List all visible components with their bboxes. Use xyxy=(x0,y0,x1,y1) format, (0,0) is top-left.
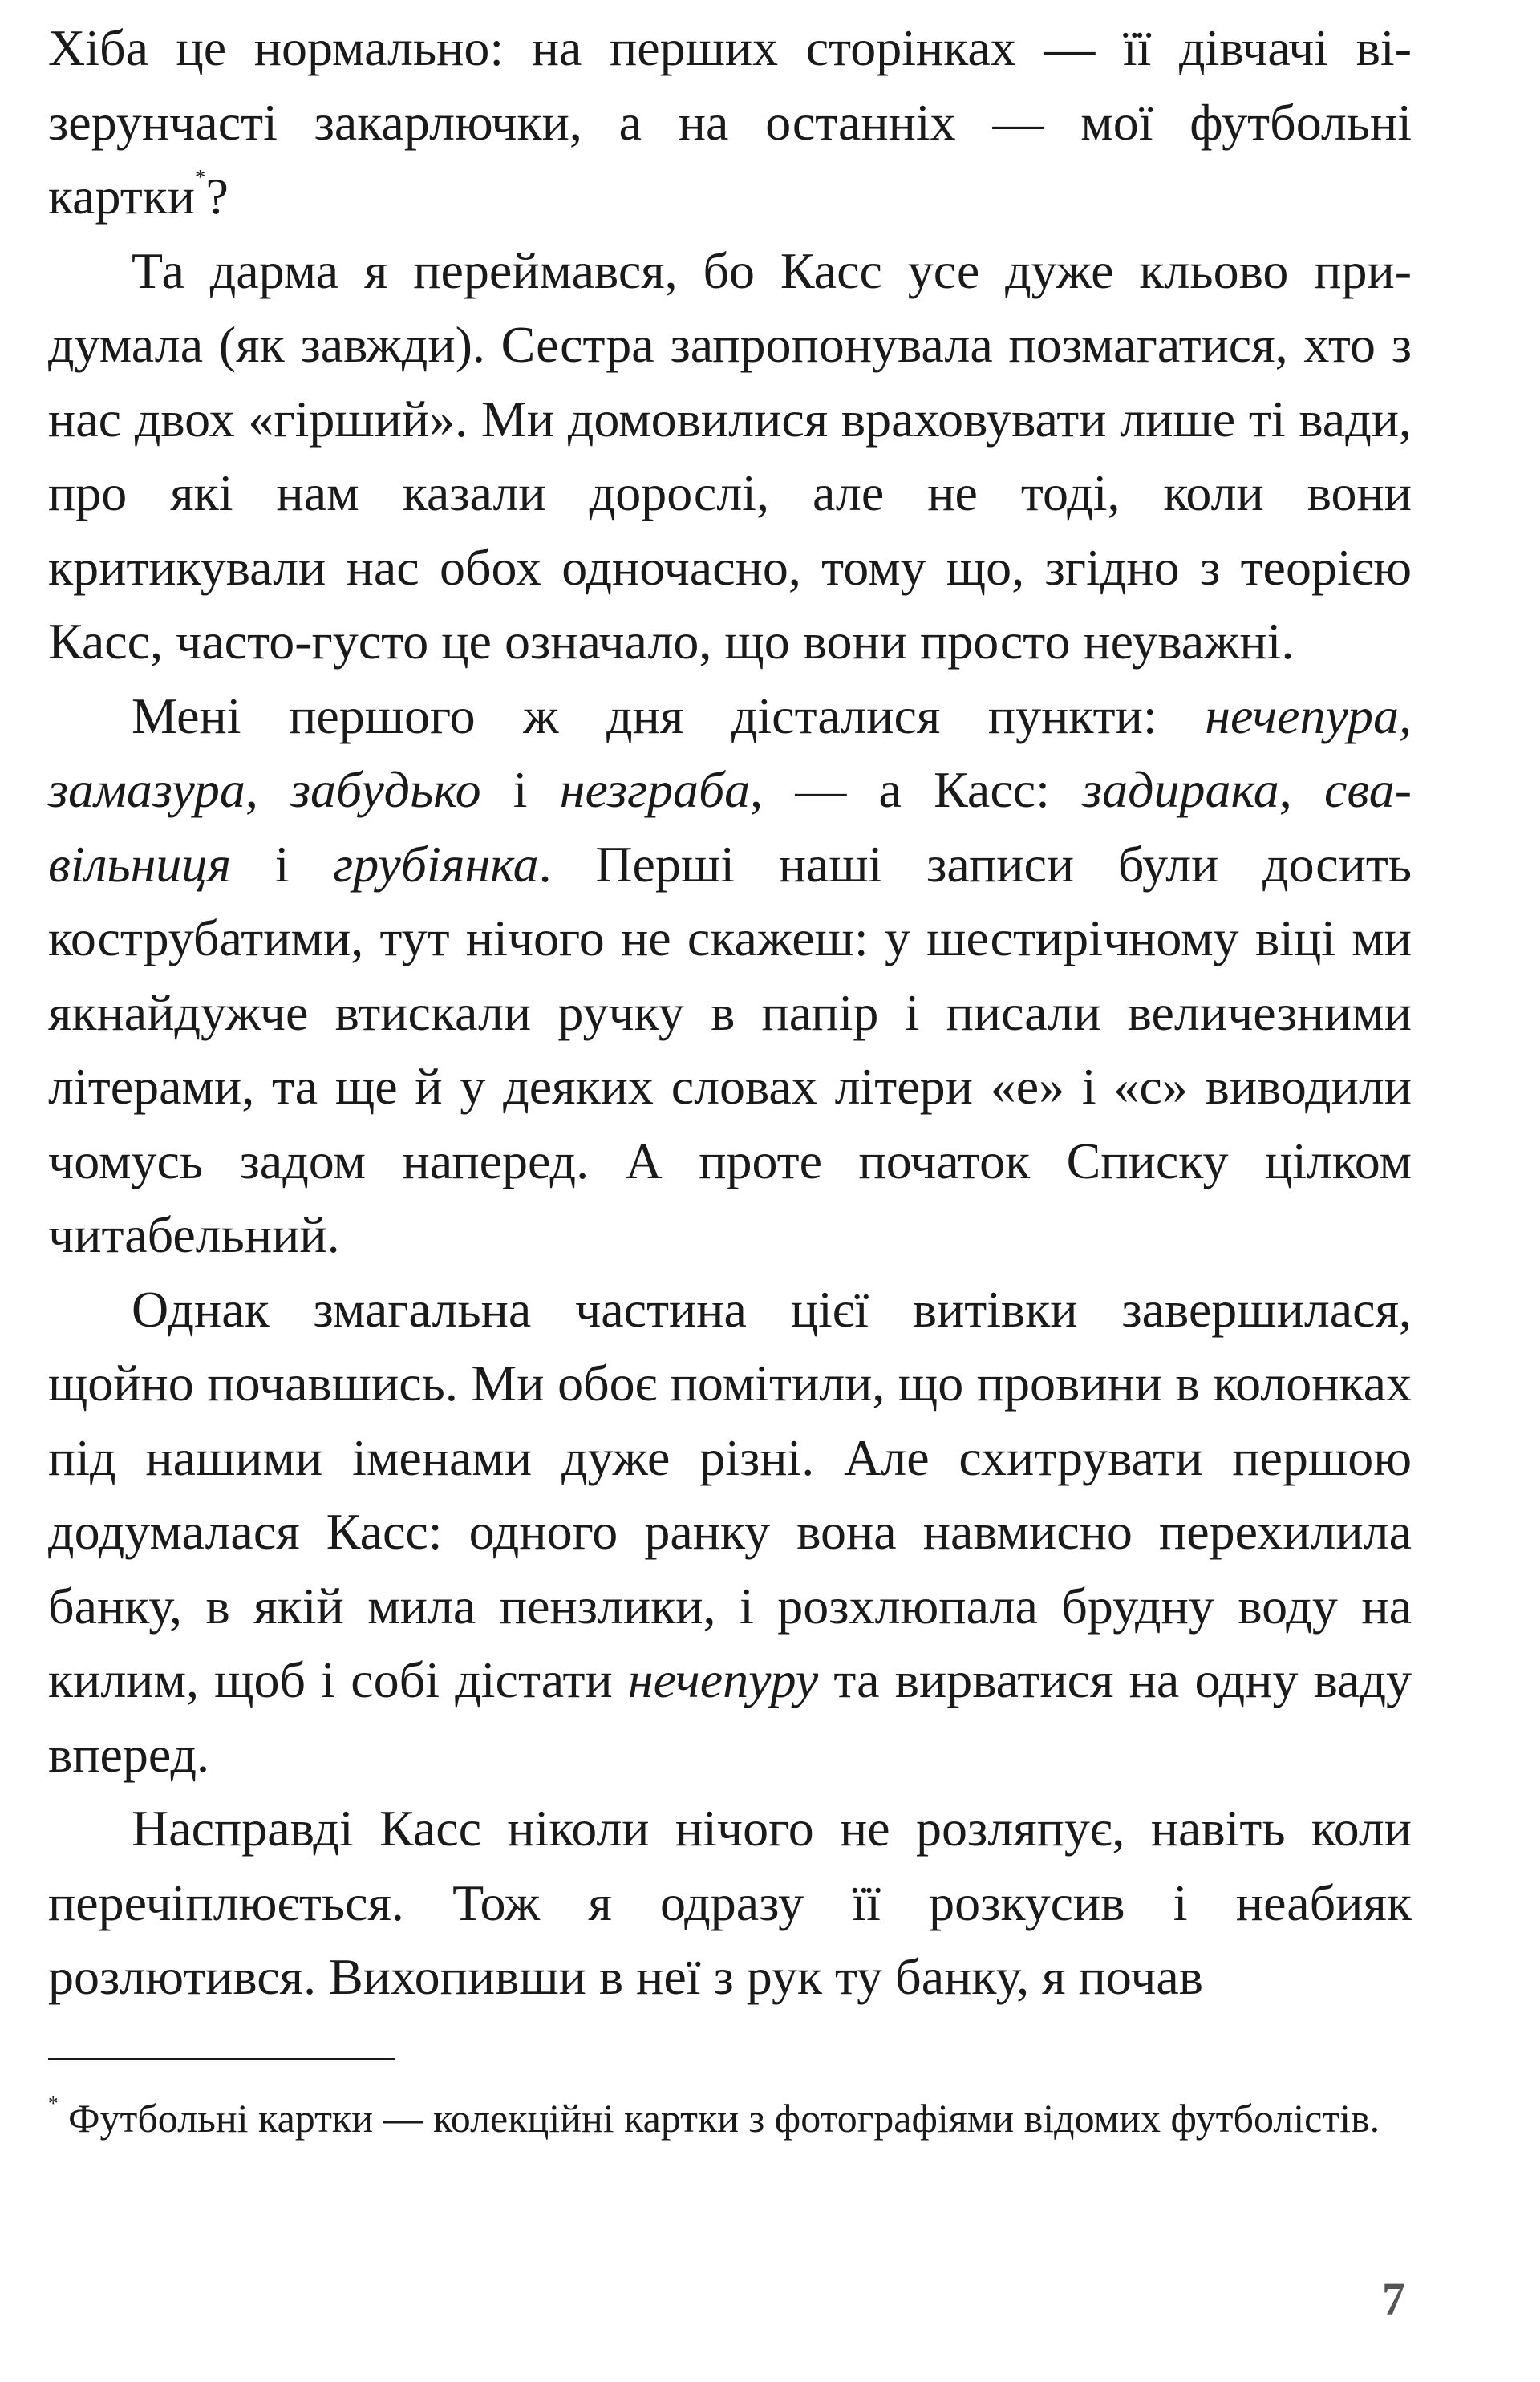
footnote xyxy=(48,2090,1412,2146)
text-run: Та дарма я переймався, бо Касс усе дуже кльово придумала (як завжди). Сестра запропонувала позмагатися, хто з нас двох «гірший». Ми домовилися враховувати лише ті вади, про які нам казали дорослі, але не тоді, коли вони критикували нас обох одночасно, тому що, згідно з теорією Касс, часто-густо це означало, що вони просто неуважні. xyxy=(48,241,1412,670)
paragraph xyxy=(48,679,1412,1273)
text-run: , xyxy=(1279,761,1324,818)
text-run: , — а Касс: xyxy=(750,761,1083,818)
paragraph xyxy=(48,11,1412,234)
book-page xyxy=(48,11,1412,2015)
paragraph xyxy=(48,234,1412,679)
footnote-divider xyxy=(48,2058,395,2060)
footnote-marker: * xyxy=(48,2092,59,2115)
italic-term: забудько xyxy=(290,761,481,818)
italic-term: нечепура, замазура xyxy=(48,687,1412,818)
italic-term: нечепуру xyxy=(627,1651,819,1708)
text-run: Мені першого ж дня дісталися пункти: xyxy=(132,687,1206,744)
text-run: та вирватися на одну ваду вперед. xyxy=(48,1651,1412,1783)
main-text xyxy=(48,11,1412,2015)
text-run: . Перші наші записи були досить кострубатими, тут нічого не скажеш: у шестирічному віці ми якнайдужче втискали ручку в папір і писали величезними літерами, та ще й у деяких словах літери «е» і «с» виводили чомусь задом наперед. А проте початок Списку цілком читабельний. xyxy=(48,835,1412,1263)
page-number: 7 xyxy=(1382,2273,1405,2325)
text-run: Хіба це нормально: на перших сторінках — її дівчачі візерунчасті закарлючки, а на останніх — мої футбольні картки xyxy=(48,19,1412,225)
italic-term: задирака xyxy=(1082,761,1279,818)
italic-term: грубіянка xyxy=(333,835,539,893)
text-run: і xyxy=(231,835,334,893)
italic-term: незграба xyxy=(559,761,751,818)
text-run: Насправді Касс ніколи нічого не розляпує, навіть коли перечіплюється. Тож я одразу її розкусив і неабияк розлютився. Вихопивши в неї з рук ту банку, я почав xyxy=(48,1800,1412,2005)
footnote-reference: * xyxy=(195,164,206,189)
text-run: Однак змагальна частина цієї витівки завершилася, щойно почавшись. Ми обоє помітили, що провини в колонках під нашими іменами дуже різні. Але схитрувати першою додумалася Касс: одного ранку вона навмисно перехилила банку, в якій мила пензлики, і розхлюпала брудну воду на килим, щоб і собі дістати xyxy=(48,1280,1412,1708)
italic-term: свавільниця xyxy=(48,761,1412,893)
text-run: і xyxy=(480,761,560,818)
text-run: ? xyxy=(205,168,229,225)
footnote-text: Футбольні картки — колекційні картки з фотографіями відомих футболістів. xyxy=(58,2096,1380,2141)
paragraph xyxy=(48,1792,1412,2015)
paragraph xyxy=(48,1273,1412,1793)
text-run: , xyxy=(245,761,291,818)
